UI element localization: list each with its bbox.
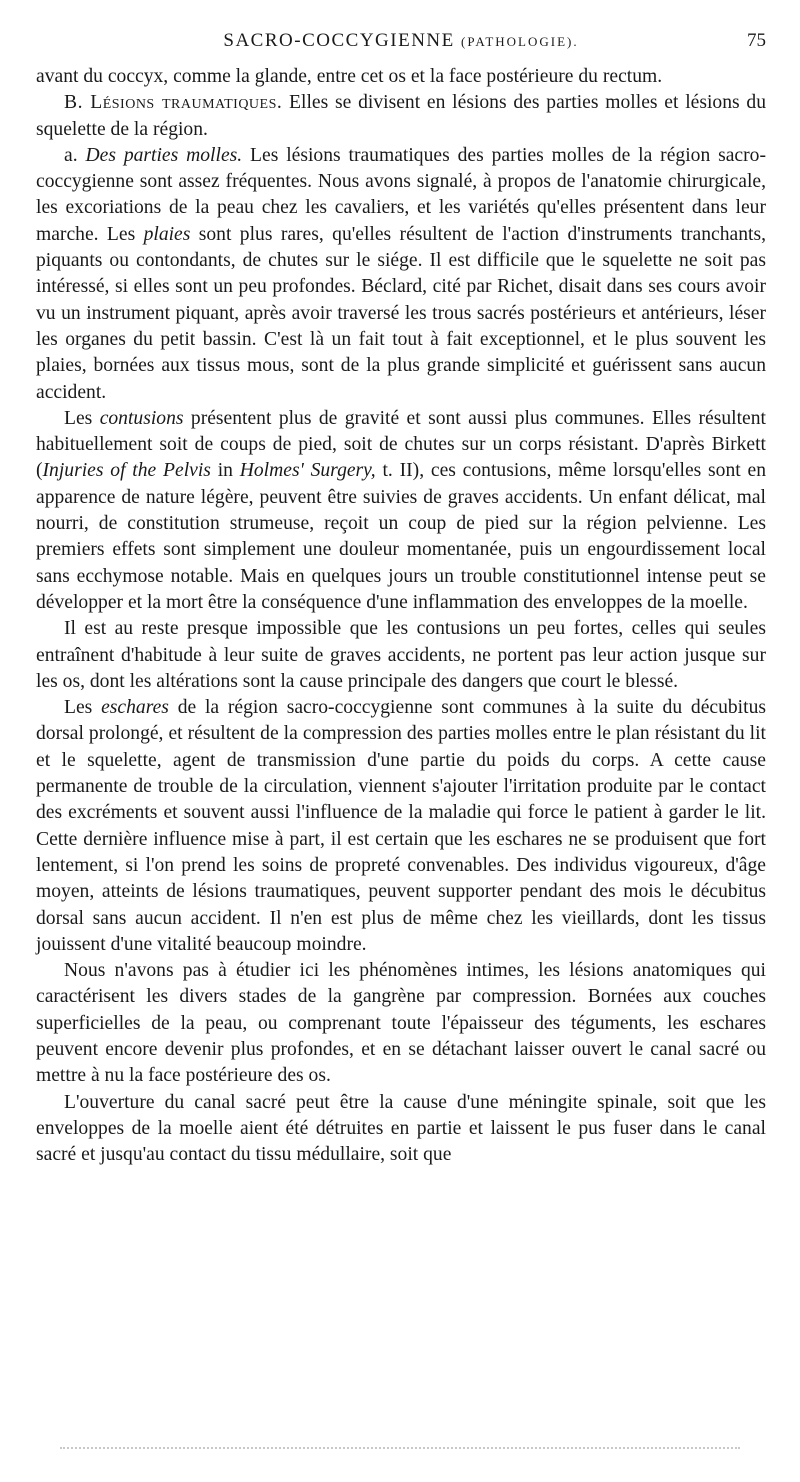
- italic-term: contusions: [99, 407, 184, 429]
- page-number: 75: [747, 30, 766, 51]
- section-heading-b: B. Lésions traumatiques.: [64, 92, 283, 114]
- paragraph-text: Elles se divisent en lésions des parties molles et lésions du squelette de la région.: [36, 92, 766, 140]
- paragraph-text: t. II), ces contusions, même lorsqu'elles sont en apparence de nature légère, peuvent être suivies de graves accidents. Un enfant délicat, mal nourri, de constitution strumeuse, reçoit un coup de pied sur la région pelvienne. Les premiers effets sont simplement une douleur momentanée, puis un engourdissement local sans ecchymose notable. Mais en quelques jours un trouble constitutionnel intense peut se développer et la mort être la conséquence d'une inflammation des enveloppes de la moelle.: [36, 460, 767, 613]
- paragraph-text: sont plus rares, qu'elles résultent de l'action d'instruments tranchants, piquants ou contondants, de chutes sur le siége. Il est difficile que le squelette ne soit pas intéressé, si elles sont un peu profondes. Béclard, cité par Richet, disait dans ses cours avoir vu un instrument piquant, après avoir traversé les trous sacrés postérieurs et antérieurs, léser les organes du petit bassin. C'est là un fait tout à fait exceptionnel, et le plus souvent les plaies, bornées aux tissus mous, sont de la plus grande simplicité et guérissent sans aucun accident.: [36, 223, 766, 403]
- paragraph-lesions-traumatiques: [36, 90, 766, 143]
- paragraph-eschares: [36, 695, 766, 958]
- paragraph-contusions-os: Il est au reste presque impossible que les contusions un peu fortes, celles qui seules entraînent d'habitude à leur suite de graves accidents, ne portent pas leur action jusque sur les os, dont les altérations sont la cause principale des dangers que court le blessé.: [36, 618, 766, 692]
- paragraph-text: Les lésions traumatiques des parties molles de la région sacro-coccygienne sont assez fréquentes. Nous avons signalé, à propos de l'anatomie chirurgicale, les excoriations de la peau chez les cavaliers, et les variétés qu'elles présentent dans leur marche. Les: [36, 144, 766, 245]
- italic-term: eschares: [101, 697, 169, 719]
- italic-term: plaies: [143, 223, 191, 245]
- citation-source: Holmes' Surgery,: [239, 460, 376, 482]
- subsection-label: a.: [64, 144, 86, 166]
- paragraph-text: in: [210, 460, 240, 482]
- body-text: [36, 64, 766, 1168]
- paragraph-text: Les: [64, 407, 100, 429]
- paragraph-contusions: [36, 406, 766, 616]
- subsection-heading-a: Des parties molles.: [85, 144, 243, 166]
- paragraph-text: présentent plus de gravité et sont aussi plus communes. Elles résultent habituellement soit de coups de pied, soit de chutes sur un corps résistant. D'après Birkett (: [36, 407, 766, 482]
- paragraph-continuation: avant du coccyx, comme la glande, entre cet os et la face postérieure du rectum.: [36, 66, 663, 87]
- paragraph-parties-molles: [36, 143, 766, 406]
- running-title: [36, 30, 766, 52]
- paragraph-text: de la région sacro-coccygienne sont communes à la suite du décubitus dorsal prolongé, et résultent de la compression des parties molles entre le plan résistant du lit et le squelette, agent de transmission d'une partie du poids du corps. A cette cause permanente de trouble de la circulation, viennent s'ajouter l'irritation produite par le contact des excréments et souvent aussi l'influence de la maladie qui force le patient à garder le lit. Cette dernière influence mise à part, il est certain que les eschares ne se produisent que fort lentement, si l'on prend les soins de propreté convenables. Des individus vigoureux, d'âge moyen, atteints de lésions traumatiques, peuvent supporter pendant des mois le décubitus dorsal sans aucun accident. Il n'en est plus de même chez les vieillards, dont les tissus jouissent d'une vitalité beaucoup moindre.: [36, 697, 766, 955]
- paragraph-text: Les: [64, 697, 102, 719]
- footer-show-through: [60, 1447, 740, 1449]
- running-title-sub: (PATHOLOGIE).: [461, 34, 579, 49]
- citation-title: Injuries of the Pelvis: [42, 460, 211, 482]
- paragraph-canal-sacre: L'ouverture du canal sacré peut être la cause d'une méningite spinale, soit que les enveloppes de la moelle aient été détruites en partie et laissent le pus fuser dans le canal sacré et jusqu'au contact du tissu médullaire, soit que: [36, 1091, 766, 1166]
- page-header: [36, 30, 766, 56]
- running-title-main: SACRO-COCCYGIENNE: [223, 30, 455, 51]
- paragraph-gangrene: Nous n'avons pas à étudier ici les phénomènes intimes, les lésions anatomiques qui caractérisent les divers stades de la gangrène par compression. Bornées aux couches superficielles de la peau, ou comprenant toute l'épaisseur des téguments, les eschares peuvent encore devenir plus profondes, et en se détachant laisser ouvert le canal sacré ou mettre à nu la face postérieure des os.: [36, 960, 766, 1087]
